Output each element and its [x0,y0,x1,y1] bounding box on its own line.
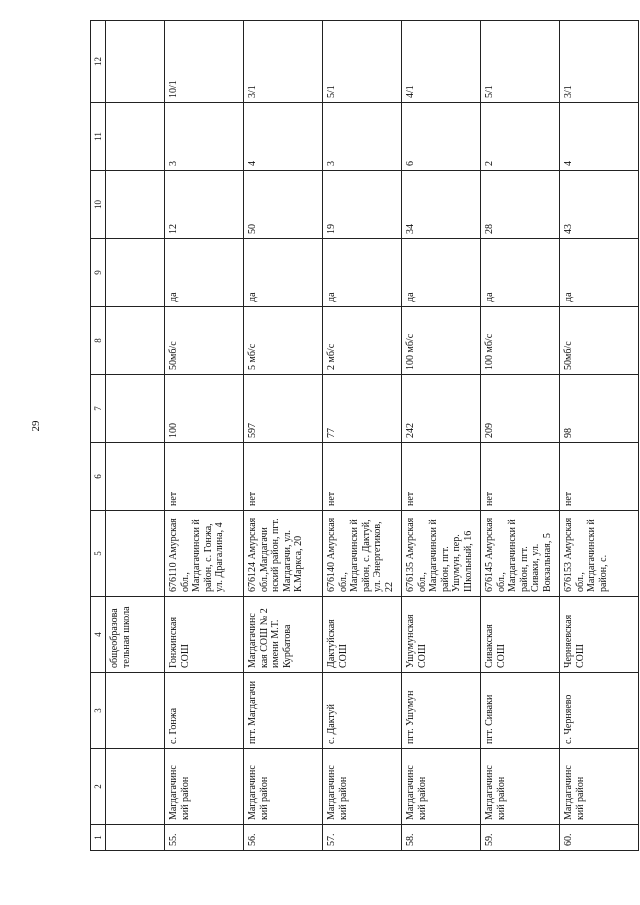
header-cell [106,511,165,597]
col-num: 10 [91,171,106,239]
settlement-cell: пгт. Магдагачи [244,673,323,749]
row-number: 55. [165,825,244,851]
col-num: 6 [91,443,106,511]
col10-cell: 28 [481,171,560,239]
col7-cell: 100 [165,375,244,443]
row-number: 58. [402,825,481,851]
header-continuation-row [106,21,165,851]
header-cell [106,375,165,443]
col6-cell: нет [402,443,481,511]
col-num: 4 [91,597,106,673]
col12-cell: 10/1 [165,21,244,103]
header-cell [106,825,165,851]
col-num: 1 [91,825,106,851]
district-cell: Магдагачинс кий район [481,749,560,825]
settlement-cell: пгт. Сиваки [481,673,560,749]
district-cell: Магдагачинс кий район [323,749,402,825]
col11-cell: 4 [560,103,639,171]
col7-cell: 597 [244,375,323,443]
row-number: 56. [244,825,323,851]
school-cell: Черняевская СОШ [560,597,639,673]
district-cell: Магдагачинс кий район [165,749,244,825]
table-row [560,21,639,851]
header-cell [106,103,165,171]
col-num: 11 [91,103,106,171]
district-cell: Магдагачинс кий район [402,749,481,825]
address-cell: 676140 Амурская обл., Магдагачински й район, с. Дактуй, ул. Энергетиков, 22 [323,511,402,597]
district-cell: Магдагачинс кий район [560,749,639,825]
col11-cell: 3 [165,103,244,171]
col11-cell: 4 [244,103,323,171]
speed-cell: 5 мб/с [244,307,323,375]
col10-cell: 50 [244,171,323,239]
col7-cell: 77 [323,375,402,443]
col-num: 5 [91,511,106,597]
settlement-cell: с. Гонжа [165,673,244,749]
district-cell: Магдагачинс кий район [244,749,323,825]
col7-cell: 209 [481,375,560,443]
page-number: 29 [30,420,42,432]
address-cell: 676153 Амурская обл., Магдагачински й район, с. [560,511,639,597]
col6-cell: нет [323,443,402,511]
col9-cell: да [402,239,481,307]
col-num: 9 [91,239,106,307]
col10-cell: 43 [560,171,639,239]
col12-cell: 3/1 [560,21,639,103]
data-table [90,20,639,851]
header-cell [106,171,165,239]
address-cell: 676135 Амурская обл., Магдагачински й район, пгт. Ушумун, пер. Школьный, 16 [402,511,481,597]
speed-cell: 2 мб/с [323,307,402,375]
col7-cell: 242 [402,375,481,443]
col10-cell: 19 [323,171,402,239]
col11-cell: 2 [481,103,560,171]
speed-cell: 50мб/с [165,307,244,375]
header-cell [106,307,165,375]
col6-cell: нет [244,443,323,511]
col12-cell: 5/1 [481,21,560,103]
header-cell: общеобразова тельная школа [106,597,165,673]
col6-cell: нет [165,443,244,511]
col9-cell: да [560,239,639,307]
col12-cell: 3/1 [244,21,323,103]
col10-cell: 12 [165,171,244,239]
address-cell: 676145 Амурская обл., Магдагачински й район, пгт. Сиваки, ул. Вокзальная, 5 [481,511,560,597]
col-num: 12 [91,21,106,103]
table-row [323,21,402,851]
address-cell: 676124 Амурская обл.,Магдагачи нский район, пгт. Магдагачи, ул. К.Маркса, 20 [244,511,323,597]
col7-cell: 98 [560,375,639,443]
header-cell [106,239,165,307]
school-cell: Магдагачинс кая СОШ № 2 имени М.Т. Курбатова [244,597,323,673]
column-number-row [91,21,106,851]
col9-cell: да [323,239,402,307]
col-num: 8 [91,307,106,375]
table-row [165,21,244,851]
rotated-table-wrapper [90,21,609,851]
row-number: 59. [481,825,560,851]
col12-cell: 4/1 [402,21,481,103]
col6-cell: нет [481,443,560,511]
speed-cell: 100 мб/с [481,307,560,375]
col-num: 3 [91,673,106,749]
school-cell: Гонжинская СОШ [165,597,244,673]
col11-cell: 3 [323,103,402,171]
col9-cell: да [244,239,323,307]
row-number: 60. [560,825,639,851]
school-cell: Сивакская СОШ [481,597,560,673]
settlement-cell: пгт. Ушумун [402,673,481,749]
header-cell [106,673,165,749]
school-cell: Ушумунская СОШ [402,597,481,673]
col-num: 2 [91,749,106,825]
header-cell [106,443,165,511]
col12-cell: 5/1 [323,21,402,103]
col9-cell: да [481,239,560,307]
col10-cell: 34 [402,171,481,239]
school-cell: Дактуйская СОШ [323,597,402,673]
settlement-cell: с. Черняево [560,673,639,749]
col11-cell: 6 [402,103,481,171]
header-cell [106,21,165,103]
col-num: 7 [91,375,106,443]
speed-cell: 50мб/с [560,307,639,375]
settlement-cell: с. Дактуй [323,673,402,749]
speed-cell: 100 мб/с [402,307,481,375]
col9-cell: да [165,239,244,307]
row-number: 57. [323,825,402,851]
table-row [481,21,560,851]
table-row [402,21,481,851]
header-cell [106,749,165,825]
table-row [244,21,323,851]
col6-cell: нет [560,443,639,511]
address-cell: 676110 Амурская обл., Магдагачински й район, с. Гонжа, ул. Драгалина, 4 [165,511,244,597]
